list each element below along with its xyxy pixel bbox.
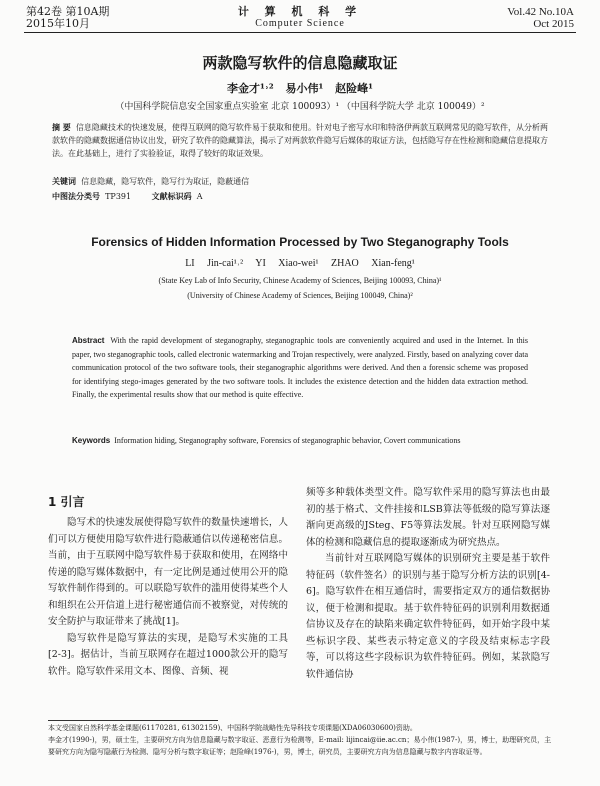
body-column-right bbox=[306, 485, 550, 683]
abstract-en bbox=[72, 334, 528, 402]
body-paragraph: 隐写软件是隐写算法的实现，是隐写术实施的工具[2-3]。据估计，当前互联网存在超过1000款公开的隐写软件。隐写软件采用文本、图像、音频、视 bbox=[48, 632, 288, 677]
keywords-en-label: Keywords bbox=[72, 436, 111, 445]
doc-code: A bbox=[196, 192, 203, 201]
abstract-cn bbox=[52, 121, 548, 160]
header-rule bbox=[24, 32, 576, 33]
running-header-right bbox=[507, 6, 574, 30]
body-column-left bbox=[48, 515, 288, 680]
date-cn: 2015年10月 bbox=[26, 17, 90, 30]
classification-label: 中图法分类号 bbox=[52, 192, 100, 201]
classification-line bbox=[52, 190, 548, 203]
footnote-funding: 本文受国家自然科学基金课题(61170281, 61302159)、中国科学院战略性先导科技专项课题(XDA06030600)资助。 bbox=[48, 724, 417, 732]
footnote-authors: 李金才(1990-)，男，硕士生，主要研究方向为信息隐藏与数字取证、恶意行为检测等，E-mail: lijincai@iie.ac.cn；易小伟(1987-)，男，博士，助理研究员，主要研究方向为隐写隐蔽行为检测、隐写分析与数字取证等；赵险峰(1976-)，男，博士，研究员，主要研究方向为信息隐藏与数字内容取证等。 bbox=[48, 736, 552, 756]
footnotes bbox=[48, 722, 558, 758]
paper-title-cn: 两款隐写软件的信息隐藏取证 bbox=[202, 54, 398, 72]
volume-issue-cn: 第42卷 第10A期 bbox=[26, 5, 110, 18]
date-en: Oct 2015 bbox=[533, 18, 574, 30]
keywords-cn bbox=[52, 175, 548, 188]
keywords-cn-label: 关键词 bbox=[52, 177, 76, 186]
affiliation-en-2: (University of Chinese Academy of Sciences, Beijing 100049, China)² bbox=[187, 291, 413, 300]
abstract-en-text: With the rapid development of steganography, steganographic tools are conveniently acquired and used in the Internet. In this paper, two steganographic tools, called electronic watermarking and Trojan respectively, were analyzed. Firstly, based on analyzing cover data communication protocol of the two software tools, their steganographic algorithms were derived. And then a forensic scheme was proposed for identifying stego-images generated by the two software tools. It includes the existence detection and the hidden data extraction method. Finally, the experimental results show that our method is quite effective. bbox=[72, 336, 529, 399]
footnote-rule bbox=[48, 720, 218, 721]
authors-cn: 李金才¹˒² 易小伟¹ 赵险峰¹ bbox=[227, 82, 373, 95]
volume-issue-en: Vol.42 No.10A bbox=[507, 6, 574, 18]
journal-name-cn: 计 算 机 科 学 bbox=[237, 5, 363, 18]
journal-name-en: Computer Science bbox=[255, 18, 345, 29]
abstract-cn-label: 摘 要 bbox=[52, 123, 71, 132]
doc-code-label: 文献标识码 bbox=[151, 192, 192, 201]
authors-en: LI Jin-cai¹˒² YI Xiao-wei¹ ZHAO Xian-feng¹ bbox=[185, 258, 415, 269]
affiliation-en-1: (State Key Lab of Info Security, Chinese Academy of Sciences, Beijing 100093, China)¹ bbox=[158, 276, 442, 285]
classification-code: TP391 bbox=[105, 192, 132, 201]
body-paragraph: 频等多种载体类型文件。隐写软件采用的隐写算法也由最初的基于格式、文件挂接和LSB算法等低级的隐写算法逐渐向更高级的JSteg、F5等算法发展。针对互联网隐写媒体的检测和隐藏信息的提取逐渐成为研究热点。 bbox=[306, 487, 550, 548]
section-heading-introduction: 1 引言 bbox=[48, 495, 85, 509]
affiliation-cn: （中国科学院信息安全国家重点实验室 北京 100093）¹ （中国科学院大学 北京 100049）² bbox=[115, 102, 485, 112]
body-paragraph: 当前针对互联网隐写媒体的识别研究主要是基于软件特征码（软件签名）的识别与基于隐写分析方法的识别[4-6]。隐写软件在相互通信时，需要指定双方的通信数据协议，便于检测和提取。基于软件特征码的识别利用数据通信协议及存在的缺陷来确定软件特征码，如开始字段中某些标识字段、某些表示特定意义的字段及结束标志字段等，可以将这些字段标识为软件特征码。例如，某款隐写软件通信协 bbox=[306, 553, 550, 680]
keywords-cn-text: 信息隐藏，隐写软件，隐写行为取证，隐蔽通信 bbox=[81, 177, 250, 186]
paper-title-en: Forensics of Hidden Information Processed by Two Steganography Tools bbox=[91, 235, 509, 249]
abstract-en-label: Abstract bbox=[72, 336, 105, 345]
body-paragraph: 隐写术的快速发展使得隐写软件的数量快速增长，人们可以方便使用隐写软件进行隐蔽通信以传递秘密信息。当前，由于互联网中隐写软件易于获取和使用，在网络中传递的隐写媒体数据中，有一定比例是通过使用公开的隐写软件制作得到的。可以联隐写软件的滥用使得某些个人和组织在公开信道上进行秘密通信而不被察觉，对传统的安全防护与取证带来了挑战[1]。 bbox=[48, 517, 288, 627]
abstract-cn-text: 信息隐藏技术的快速发展，使得互联网的隐写软件易于获取和使用。针对电子密写水印和特洛伊两款互联网常见的隐写软件，从分析两款软件的隐藏数据通信协议出发，研究了软件的隐藏算法，揭示了对两款软件隐写后媒体的取证方法，包括隐写存在性检测和隐藏信息提取方法。在此基础上，进行了实验验证，取得了较好的取证效果。 bbox=[52, 123, 548, 158]
keywords-en-text: Information hiding, Steganography software, Forensics of steganographic behavior, Covert communications bbox=[114, 436, 461, 445]
keywords-en bbox=[72, 434, 528, 448]
